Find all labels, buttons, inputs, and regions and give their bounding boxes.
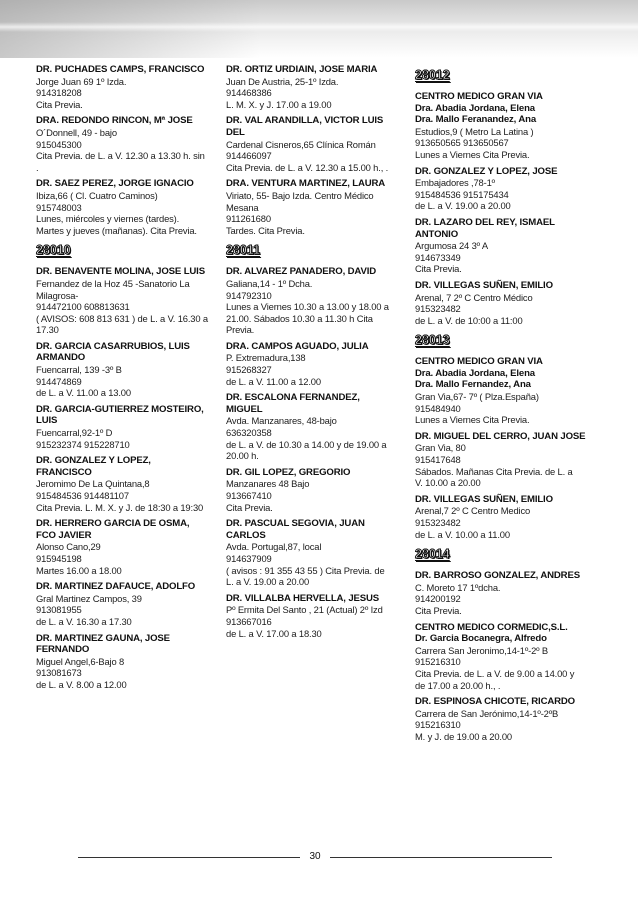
entry-detail-line: 915748003: [36, 201, 82, 213]
entry-detail-line: 914472100 608813631: [36, 301, 130, 313]
entry-detail-line: Martes y jueves (mañanas). Cita Previa.: [36, 224, 197, 236]
entry-name-line: FCO JAVIER: [36, 529, 92, 541]
entry-detail-line: Gran Via, 80: [415, 442, 466, 454]
entry-detail-line: de L. a V. 16.30 a 17.30: [36, 615, 132, 627]
entry-name-line: DR. VILLEGAS SUÑEN, EMILIO: [415, 493, 553, 505]
entry-detail-line: de L. a V. de 10.30 a 14.00 y de 19.00 a: [226, 438, 387, 450]
entry-detail-line: Fuencarral, 139 -3º B: [36, 364, 122, 376]
entry-name-line: Dr. Garcia Bocanegra, Alfredo: [415, 633, 547, 645]
entry-name-line: DR. LAZARO DEL REY, ISMAEL: [415, 216, 555, 228]
entry-detail-line: Ibiza,66 ( Cl. Cuatro Caminos): [36, 189, 158, 201]
entry-name-line: FERNANDO: [36, 644, 90, 656]
entry-detail-line: 914673349: [415, 251, 461, 263]
entry-detail-line: 915268327: [226, 364, 272, 376]
directory-entry: [415, 622, 593, 692]
entry-detail-line: Cita Previa. de L. a V. 12.30 a 15.00 h., .: [226, 161, 389, 173]
entry-detail-line: L. M. X. y J. 17.00 a 19.00: [226, 98, 332, 110]
directory-entry: [36, 455, 214, 513]
entry-detail-line: 911261680: [226, 213, 271, 225]
header-gradient-band: [0, 0, 638, 58]
entry-detail-line: 913667410: [226, 490, 272, 501]
entry-detail-line: Lunes, miércoles y viernes (tardes).: [36, 213, 180, 225]
entry-detail-line: 915216310: [415, 656, 461, 668]
directory-entry: [415, 280, 593, 326]
entry-detail-line: Tardes. Cita Previa.: [226, 224, 305, 236]
entry-name-line: FRANCISCO: [36, 466, 92, 478]
entry-detail-line: Lunes a Viernes Cita Previa.: [415, 148, 530, 160]
directory-entry: [226, 64, 404, 110]
entry-name-line: DRA. CAMPOS AGUADO, JULIA: [226, 340, 369, 352]
entry-detail-line: 914792310: [226, 289, 272, 301]
entry-detail-line: 915484940: [415, 402, 461, 414]
postal-code-heading-wrap: [415, 545, 593, 566]
page-footer: [0, 850, 638, 864]
entry-detail-line: 913081955: [36, 604, 82, 616]
directory-entry: [226, 467, 404, 513]
entry-detail-line: C. Moreto 17 1ºdcha.: [415, 581, 501, 593]
directory-entry: [415, 217, 593, 275]
entry-name-line: Dra. Mallo Feranandez, Ana: [415, 114, 537, 126]
entry-detail-line: Cita Previa. de L. a V. de 9.00 a 14.00 y: [415, 667, 575, 679]
entry-detail-line: Cardenal Cisneros,65 Clínica Román: [226, 138, 376, 150]
entry-detail-line: de L. a V. 11.00 a 12.00: [226, 375, 321, 387]
entry-detail-line: 914466097: [226, 150, 272, 162]
entry-detail-line: M. y J. de 19.00 a 20.00: [415, 730, 512, 742]
entry-detail-line: de L. a V. 19.00 a 20.00: [415, 200, 511, 212]
entry-detail-line: de L. a V. 10.00 a 11.00: [415, 528, 510, 540]
directory-entry: [36, 115, 214, 173]
directory-entry: [36, 341, 214, 399]
entry-name-line: DRA. REDONDO RINCON, Mª JOSE: [36, 115, 193, 127]
entry-detail-line: 913667016: [226, 615, 272, 627]
entry-detail-line: Carrera de San Jerónimo,14-1º-2ºB: [415, 707, 559, 719]
entry-name-line: DR. GIL LOPEZ, GREGORIO: [226, 466, 351, 478]
entry-name-line: DR. HERRERO GARCIA DE OSMA,: [36, 518, 190, 530]
entry-detail-line: 915045300: [36, 138, 82, 150]
entry-name-line: DR. GONZALEZ Y LOPEZ,: [36, 455, 151, 467]
page-number: 30: [309, 851, 321, 862]
entry-detail-line: V. 10.00 a 20.00: [415, 477, 481, 489]
directory-entry: [226, 115, 404, 173]
entry-name-line: DR. PASCUAL SEGOVIA, JUAN: [226, 518, 365, 530]
directory-entry: [36, 404, 214, 450]
directory-entry: [415, 570, 593, 616]
entry-detail-line: 20.00 h.: [226, 450, 259, 462]
entry-detail-line: Previa.: [226, 324, 255, 336]
entry-detail-line: Cita Previa. de L. a V. 12.30 a 13.30 h. sin: [36, 150, 205, 162]
entry-detail-line: de L. a V. 8.00 a 12.00: [36, 678, 127, 690]
entry-detail-line: 913650565 913650567: [415, 137, 509, 149]
postal-code-heading: 28012: [415, 68, 450, 82]
postal-code-heading: 28010: [36, 243, 71, 258]
postal-code-heading: 28013: [415, 333, 450, 348]
directory-entry: [226, 341, 404, 387]
entry-detail-line: 915323482: [415, 517, 461, 528]
entry-detail-line: 914474869: [36, 375, 82, 387]
entry-detail-line: Cita Previa.: [415, 604, 462, 616]
entry-detail-line: 915484536 915175434: [415, 188, 509, 200]
entry-detail-line: ( avisos : 91 355 43 55 ) Cita Previa. de: [226, 564, 385, 576]
entry-detail-line: de L. a V. 11.00 a 13.00: [36, 387, 131, 399]
entry-detail-line: O´Donnell, 49 - bajo: [36, 126, 117, 138]
entry-detail-line: Avda. Portugal,87, local: [226, 541, 322, 553]
entry-detail-line: Gral Martinez Campos, 39: [36, 592, 142, 604]
entry-detail-line: L. a V. 19.00 a 20.00: [226, 576, 310, 588]
postal-code-heading-wrap: [36, 241, 214, 262]
entry-detail-line: P. Extremadura,138: [226, 352, 306, 364]
entry-name-line: CARLOS: [226, 529, 266, 541]
directory-entry: [36, 581, 214, 627]
entry-detail-line: Gran Via,67- 7º ( Plza.España): [415, 391, 539, 403]
directory-entry: [226, 518, 404, 588]
entry-detail-line: 915323482: [415, 303, 461, 315]
entry-name-line: Dra. Mallo Fernandez, Ana: [415, 379, 531, 391]
entry-name-line: DR. GONZALEZ Y LOPEZ, JOSE: [415, 165, 558, 177]
directory-entry: [226, 178, 404, 236]
column-1: [36, 64, 214, 696]
column-2: [226, 64, 404, 644]
entry-detail-line: Galiana,14 - 1º Dcha.: [226, 277, 313, 289]
entry-detail-line: 915945198: [36, 552, 82, 564]
footer-rule-right: [330, 857, 552, 858]
entry-detail-line: 17.30: [36, 324, 59, 336]
directory-entry: [415, 431, 593, 489]
postal-code-heading: 28014: [415, 547, 450, 562]
entry-name-line: DR. PUCHADES CAMPS, FRANCISCO: [36, 64, 205, 75]
entry-detail-line: Cita Previa.: [226, 501, 273, 513]
entry-name-line: CENTRO MEDICO CORMEDIC,S.L.: [415, 621, 568, 633]
entry-detail-line: de L. a V. de 10:00 a 11:00: [415, 314, 523, 326]
entry-name-line: DR. ESPINOSA CHICOTE, RICARDO: [415, 696, 575, 708]
entry-name-line: DR. VILLEGAS SUÑEN, EMILIO: [415, 279, 553, 291]
entry-name-line: DR. VAL ARANDILLA, VICTOR LUIS: [226, 115, 384, 127]
entry-detail-line: .: [36, 161, 39, 173]
entry-detail-line: Milagrosa-: [36, 289, 79, 301]
entry-detail-line: Argumosa 24 3º A: [415, 240, 488, 252]
entry-name-line: ARMANDO: [36, 352, 86, 364]
entry-detail-line: Manzanares 48 Bajo: [226, 478, 310, 490]
directory-entry: [415, 91, 593, 161]
entry-detail-line: Embajadores ,78-1º: [415, 177, 495, 189]
directory-entry: [226, 392, 404, 462]
entry-name-line: DR. GARCIA-GUTIERREZ MOSTEIRO,: [36, 403, 204, 415]
entry-name-line: DR. ESCALONA FERNANDEZ,: [226, 392, 360, 404]
entry-detail-line: de 17.00 a 20.00 h., .: [415, 679, 501, 691]
entry-detail-line: Alonso Cano,29: [36, 541, 101, 553]
directory-entry: [36, 178, 214, 236]
postal-code-heading-wrap: [226, 241, 404, 262]
entry-detail-line: 915417648: [415, 454, 461, 466]
entry-name-line: ANTONIO: [415, 228, 459, 240]
postal-code-heading-wrap: [415, 66, 593, 87]
directory-entry: [36, 266, 214, 336]
entry-name-line: DR. BENAVENTE MOLINA, JOSE LUIS: [36, 266, 205, 278]
entry-detail-line: 914637909: [226, 552, 272, 564]
entry-detail-line: Arenal, 7 2º C Centro Médico: [415, 291, 533, 303]
entry-detail-line: 21.00. Sábados 10.30 a 11.30 h Cita: [226, 312, 373, 324]
entry-name-line: CENTRO MEDICO GRAN VIA: [415, 356, 543, 368]
entry-name-line: DRA. VENTURA MARTINEZ, LAURA: [226, 178, 386, 190]
entry-name-line: DR. MARTINEZ DAFAUCE, ADOLFO: [36, 581, 196, 593]
entry-name-line: DR. GARCIA CASARRUBIOS, LUIS: [36, 340, 190, 352]
entry-name-line: DR. ALVAREZ PANADERO, DAVID: [226, 266, 376, 278]
entry-detail-line: 636320358: [226, 427, 272, 439]
entry-detail-line: Lunes a Viernes 10.30 a 13.00 y 18.00 a: [226, 301, 389, 313]
entry-name-line: LUIS: [36, 415, 58, 427]
directory-entry: [226, 593, 404, 639]
entry-detail-line: Jorge Juan 69 1º Izda.: [36, 75, 127, 87]
entry-name-line: DEL: [226, 126, 245, 138]
entry-detail-line: Martes 16.00 a 18.00: [36, 564, 122, 576]
entry-name-line: CENTRO MEDICO GRAN VIA: [415, 91, 543, 102]
entry-detail-line: 915232374 915228710: [36, 438, 130, 450]
entry-detail-line: 914468386: [226, 87, 272, 99]
entry-detail-line: Miguel Angel,6-Bajo 8: [36, 655, 125, 667]
entry-detail-line: 914318208: [36, 87, 82, 99]
entry-detail-line: Cita Previa.: [415, 263, 462, 275]
directory-entry: [415, 166, 593, 212]
footer-rule-left: [78, 857, 300, 858]
entry-detail-line: 915484536 914481107: [36, 490, 129, 501]
entry-detail-line: ( AVISOS: 608 813 631 ) de L. a V. 16.30 a: [36, 312, 208, 324]
entry-detail-line: Arenal,7 2º C Centro Medico: [415, 505, 531, 517]
entry-detail-line: Jeromimo De La Quintana,8: [36, 478, 150, 490]
entry-detail-line: 915216310: [415, 719, 461, 731]
entry-name-line: DR. SAEZ PEREZ, JORGE IGNACIO: [36, 178, 194, 190]
entry-detail-line: Mesana: [226, 201, 259, 213]
directory-entry: [36, 518, 214, 576]
entry-name-line: Dra. Abadia Jordana, Elena: [415, 102, 535, 114]
directory-entry: [415, 696, 593, 742]
entry-detail-line: Juan De Austria, 25-1º Izda.: [226, 75, 339, 87]
entry-detail-line: Pº Ermita Del Santo , 21 (Actual) 2º Izd: [226, 604, 383, 616]
entry-detail-line: Fuencarral,92-1º D: [36, 427, 113, 439]
postal-code-heading: 28011: [226, 243, 261, 258]
entry-detail-line: Viriato, 55- Bajo Izda. Centro Médico: [226, 189, 374, 201]
entry-name-line: DR. VILLALBA HERVELLA, JESUS: [226, 592, 380, 604]
entry-detail-line: 914200192: [415, 593, 461, 605]
entry-detail-line: Fernandez de la Hoz 45 -Sanatorio La: [36, 277, 190, 289]
entry-detail-line: Avda. Manzanares, 48-bajo: [226, 415, 337, 427]
entry-name-line: DR. MARTINEZ GAUNA, JOSE: [36, 632, 170, 644]
column-3: [415, 64, 593, 748]
entry-name-line: DR. BARROSO GONZALEZ, ANDRES: [415, 570, 580, 582]
entry-detail-line: Cita Previa.: [36, 98, 83, 110]
entry-detail-line: Carrera San Jeronimo,14-1º-2º B: [415, 644, 548, 656]
directory-entry: [36, 633, 214, 691]
entry-name-line: DR. ORTIZ URDIAIN, JOSE MARIA: [226, 64, 378, 75]
entry-detail-line: de L. a V. 17.00 a 18.30: [226, 627, 322, 639]
directory-entry: [36, 64, 214, 110]
entry-name-line: DR. MIGUEL DEL CERRO, JUAN JOSE: [415, 430, 586, 442]
directory-entry: [415, 494, 593, 540]
postal-code-heading-wrap: [415, 331, 593, 352]
directory-columns: [0, 64, 638, 844]
entry-name-line: Dra. Abadia Jordana, Elena: [415, 367, 535, 379]
directory-entry: [226, 266, 404, 336]
entry-detail-line: 913081673: [36, 667, 82, 679]
entry-detail-line: Cita Previa. L. M. X. y J. de 18:30 a 19:30: [36, 501, 204, 513]
entry-detail-line: Estudios,9 ( Metro La Latina ): [415, 125, 534, 137]
directory-entry: [415, 356, 593, 426]
entry-name-line: MIGUEL: [226, 403, 263, 415]
entry-detail-line: Sábados. Mañanas Cita Previa. de L. a: [415, 465, 573, 477]
entry-detail-line: Lunes a Viernes Cita Previa.: [415, 414, 530, 426]
